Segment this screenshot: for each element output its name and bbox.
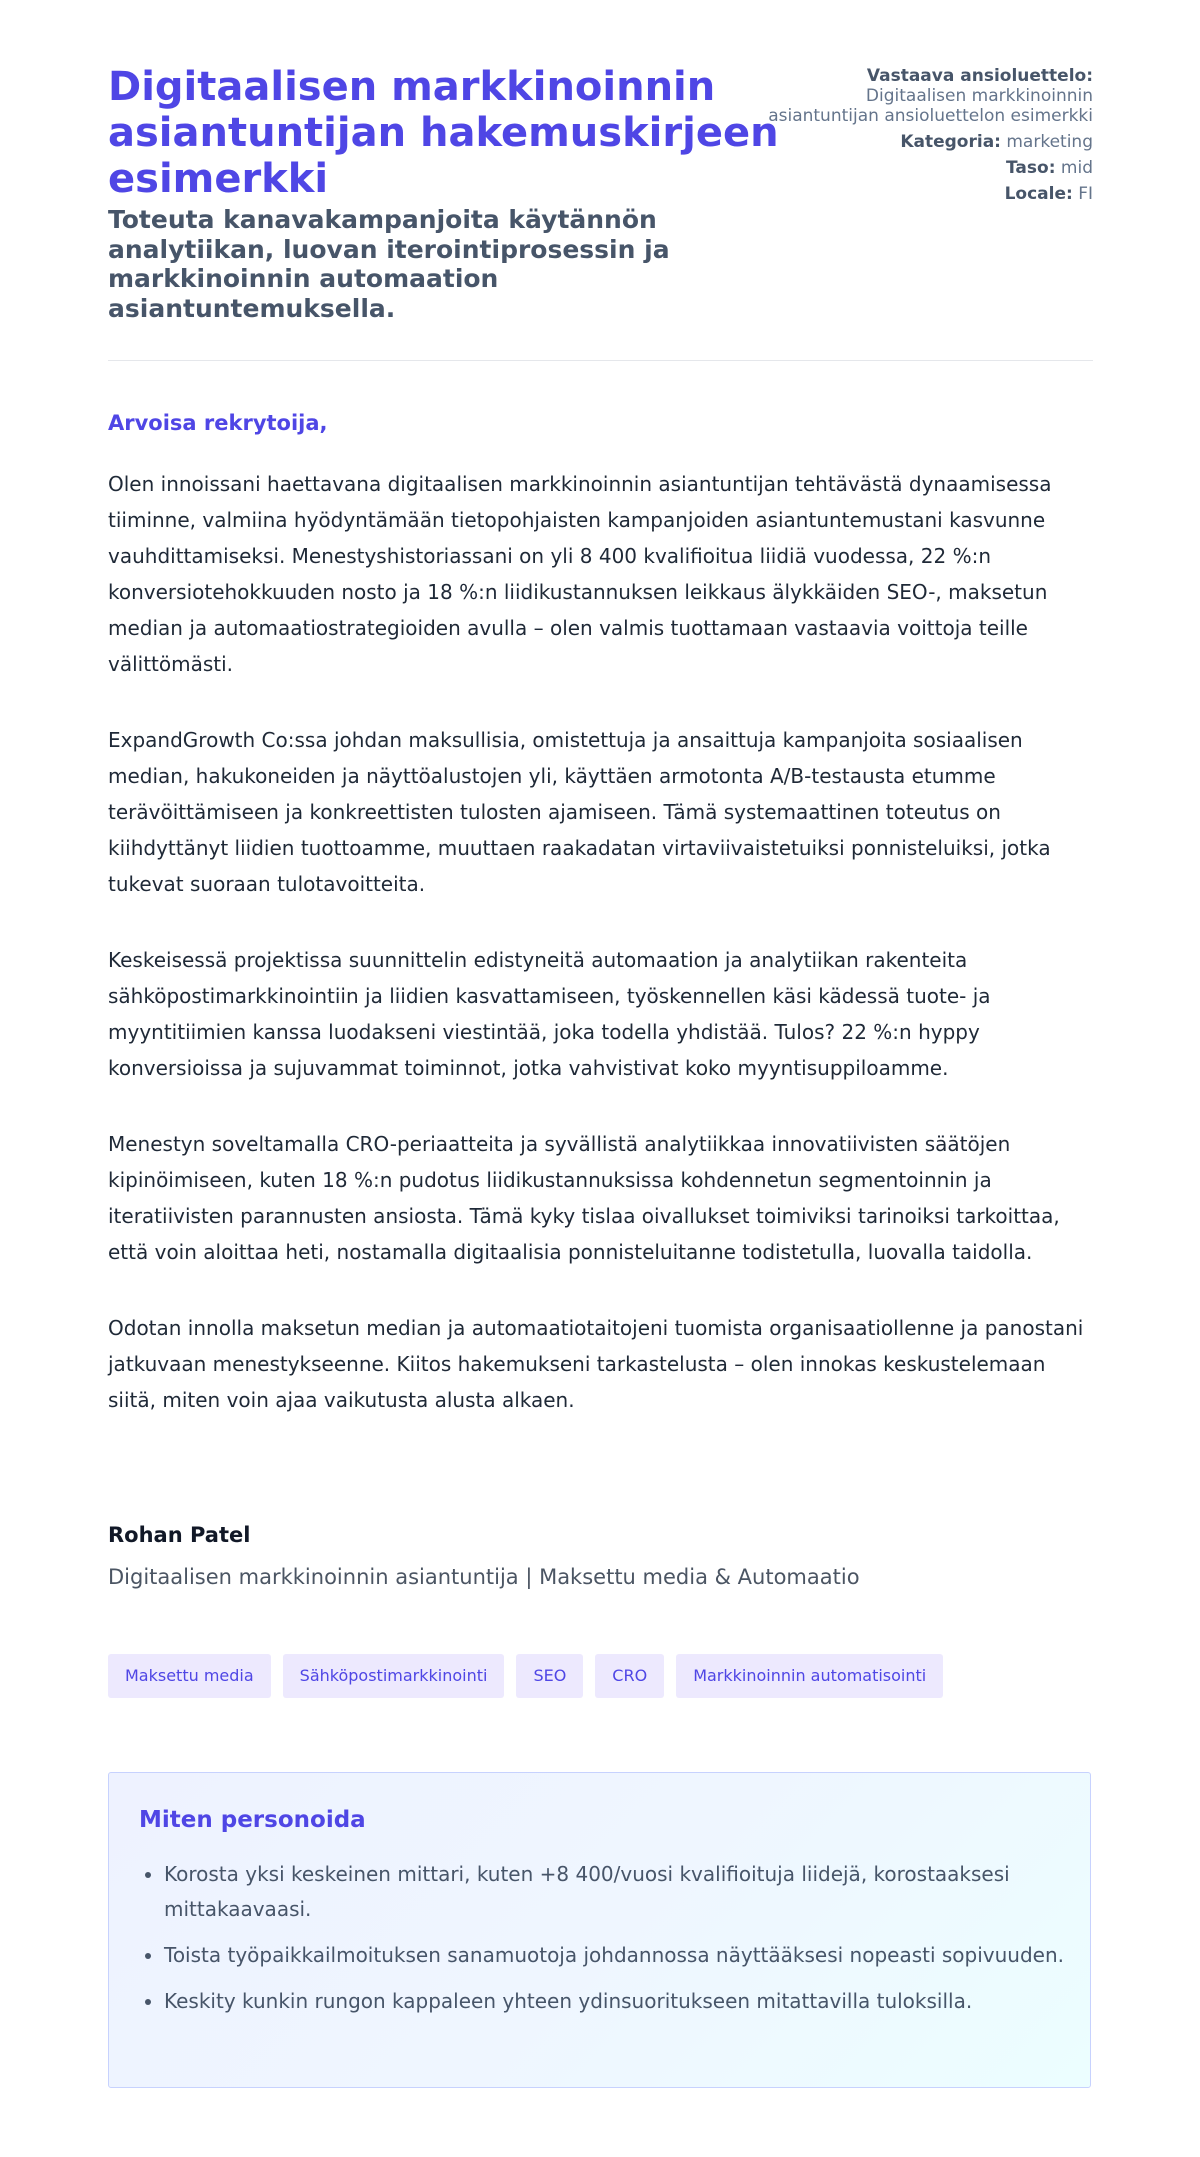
tips-list-item: • Keskity kunkin rungon kappaleen yhteen ydinsuoritukseen mitattavilla tuloksilla. xyxy=(164,1984,1079,2019)
signature-name: Rohan Patel xyxy=(108,1523,251,1547)
personalization-tips-box xyxy=(108,1772,1091,2088)
page-title: Digitaalisen markkinoinnin asiantuntijan hakemuskirjeen esimerkki xyxy=(108,64,779,202)
meta-category xyxy=(763,132,1093,152)
meta-category-value: marketing xyxy=(1006,132,1093,152)
letter-paragraph: Olen innoissani haettavana digitaalisen markkinoinnin asiantuntijan tehtävästä dynaamisessa tiiminne, valmiina hyödyntämään tietopohjaisten kampanjoiden asiantuntemustani kasvunne vauhdittamiseksi. Menestyshistoriassani on yli 8 400 kvalifioitua liidiä vuodessa, 22 %:n konversiotehokkuuden nosto ja 18 %:n liidikustannuksen leikkaus älykkäiden SEO-, maksetun median ja automaatiostrategioiden avulla – olen valmis tuottamaan vastaavia voittoja teille välittömästi. xyxy=(108,472,1052,676)
letter-paragraph: Keskeisessä projektissa suunnittelin edistyneitä automaation ja analytiikan rakenteita sähköpostimarkkinointiin ja liidien kasvattamiseen, työskennellen käsi kädessä tuote- ja myyntitiimien kanssa luodakseni viestintää, joka todella yhdistää. Tulos? 22 %:n hyppy konversioissa ja sujuvammat toiminnot, jotka vahvistivat koko myyntisuppiloamme. xyxy=(108,948,991,1080)
letter-paragraph: ExpandGrowth Co:ssa johdan maksullisia, omistettuja ja ansaittuja kampanjoita sosiaalisen median, hakukoneiden ja näyttöalustojen yli, käyttäen armotonta A/B-testausta etumme terävöittämiseen ja konkreettisten tulosten ajamiseen. Tämä systemaattinen toteutus on kiihdyttänyt liidien tuottoamme, muuttaen raakadatan virtaviivaistetuiksi ponnisteluiksi, jotka tukevat suoraan tulotavoitteita. xyxy=(108,728,1051,896)
skill-tag: SEO xyxy=(516,1654,583,1698)
meta-locale-label: Locale: xyxy=(1004,184,1073,204)
meta-resume-label: Vastaava ansioluettelo: xyxy=(866,66,1093,86)
skill-tag: Sähköpostimarkkinointi xyxy=(283,1654,505,1698)
meta-level-label: Taso: xyxy=(1006,158,1056,178)
skill-tag: CRO xyxy=(595,1654,664,1698)
letter-body xyxy=(108,466,1093,1458)
meta-category-label: Kategoria: xyxy=(900,132,1001,152)
page-header xyxy=(108,0,1093,362)
letter-paragraph: Odotan innolla maksetun median ja automaatiotaitojeni tuomista organisaatiollenne ja panostani jatkuvaan menestykseenne. Kiitos hakemukseni tarkastelusta – olen innokas keskustelemaan siitä, miten voin ajaa vaikutusta alusta alkaen. xyxy=(108,1316,1084,1412)
meta-resume-value[interactable]: Digitaalisen markkinoinnin asiantuntijan ansioluettelon esimerkki xyxy=(768,86,1093,126)
cover-letter-page xyxy=(108,0,1093,2013)
meta-locale-value: FI xyxy=(1078,184,1093,204)
skill-tags xyxy=(108,1654,943,1698)
meta-panel xyxy=(763,66,1093,210)
page-subtitle: Toteuta kanavakampanjoita käytännön analytiikan, luovan iterointiprosessin ja markkinoinnin automaation asiantuntemuksella. xyxy=(108,205,670,323)
letter-greeting: Arvoisa rekrytoija, xyxy=(108,411,328,435)
tips-title: Miten personoida xyxy=(139,1807,366,1833)
skill-tag: Markkinoinnin automatisointi xyxy=(676,1654,943,1698)
tips-list-item: • Korosta yksi keskeinen mittari, kuten +8 400/vuosi kvalifioituja liidejä, korostaaksesi mittakaavaasi. xyxy=(164,1857,1079,1927)
meta-locale xyxy=(763,184,1093,204)
signature-title: Digitaalisen markkinoinnin asiantuntija | Maksettu media & Automaatio xyxy=(108,1565,860,1589)
meta-resume xyxy=(763,66,1093,126)
meta-level xyxy=(763,158,1093,178)
tips-list xyxy=(139,1857,1079,2030)
letter-paragraph: Menestyn soveltamalla CRO-periaatteita ja syvällistä analytiikkaa innovatiivisten säätöjen kipinöimiseen, kuten 18 %:n pudotus liidikustannuksissa kohdennetun segmentoinnin ja iteratiivisten parannusten ansiosta. Tämä kyky tislaa oivallukset toimiviksi tarinoiksi tarkoittaa, että voin aloittaa heti, nostamalla digitaalisia ponnisteluitanne todistetulla, luovalla taidolla. xyxy=(108,1132,1060,1264)
meta-level-value: mid xyxy=(1060,158,1093,178)
skill-tag: Maksettu media xyxy=(108,1654,271,1698)
tips-list-item: • Toista työpaikkailmoituksen sanamuotoja johdannossa näyttääksesi nopeasti sopivuuden. xyxy=(164,1938,1079,1973)
header-divider xyxy=(108,360,1093,361)
